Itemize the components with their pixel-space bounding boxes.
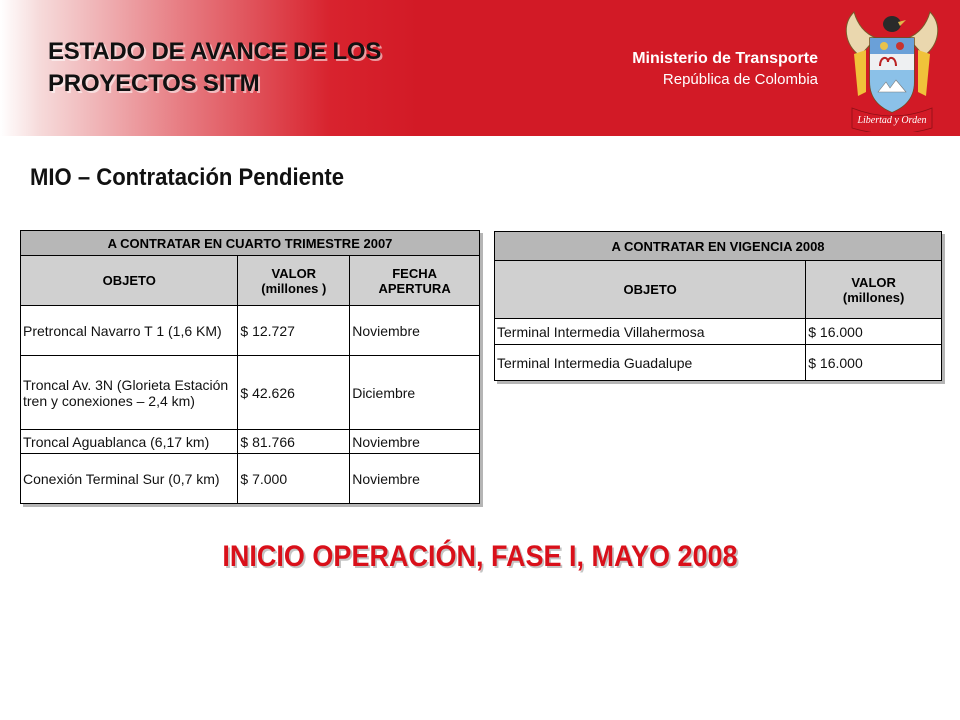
table-caption-row xyxy=(495,232,942,261)
table-caption: A CONTRATAR EN VIGENCIA 2008 xyxy=(495,232,942,261)
table-row xyxy=(21,356,480,430)
svg-text:Libertad y Orden: Libertad y Orden xyxy=(857,115,927,126)
cell-objeto: Troncal Aguablanca (6,17 km) xyxy=(21,430,238,454)
operation-start-banner: INICIO OPERACIÓN, FASE I, MAYO 2008 xyxy=(222,540,738,573)
cell-valor: $ 7.000 xyxy=(238,454,350,504)
cell-fecha: Noviembre xyxy=(350,306,480,356)
contracting-q4-2007-table xyxy=(20,230,480,504)
country-name: República de Colombia xyxy=(662,71,818,88)
title-line-2: PROYECTOS SITM xyxy=(48,70,260,97)
title-line-1: ESTADO DE AVANCE DE LOS xyxy=(48,38,382,65)
cell-objeto: Conexión Terminal Sur (0,7 km) xyxy=(21,454,238,504)
cell-fecha: Noviembre xyxy=(350,454,480,504)
table-header-row xyxy=(21,256,480,306)
column-header-fecha xyxy=(350,256,480,306)
table-header-row xyxy=(495,261,942,319)
column-header-valor-line2: (millones ) xyxy=(261,280,327,296)
cell-fecha: Noviembre xyxy=(350,430,480,454)
column-header-objeto: OBJETO xyxy=(495,261,806,319)
contracting-2008-table xyxy=(494,231,942,381)
column-header-fecha-line2: APERTURA xyxy=(378,280,451,296)
ministry-block xyxy=(632,48,818,90)
cell-valor: $ 12.727 xyxy=(238,306,350,356)
cell-objeto: Pretroncal Navarro T 1 (1,6 KM) xyxy=(21,306,238,356)
section-subtitle: MIO – Contratación Pendiente xyxy=(30,164,345,191)
header-banner xyxy=(0,0,960,136)
coat-of-arms-logo xyxy=(840,4,944,132)
ministry-name: Ministerio de Transporte xyxy=(632,50,818,67)
cell-objeto: Terminal Intermedia Villahermosa xyxy=(495,319,806,345)
column-header-valor xyxy=(806,261,942,319)
cell-valor: $ 81.766 xyxy=(238,430,350,454)
table-row xyxy=(495,345,942,381)
column-header-valor-line2: (millones) xyxy=(842,289,905,305)
cell-valor: $ 42.626 xyxy=(238,356,350,430)
column-header-valor-line1: VALOR xyxy=(271,265,317,281)
page-title xyxy=(48,36,448,100)
cell-objeto: Troncal Av. 3N (Glorieta Estación tren y conexiones – 2,4 km) xyxy=(21,356,238,430)
table-caption-row xyxy=(21,231,480,256)
table-row xyxy=(21,454,480,504)
cell-valor: $ 16.000 xyxy=(806,319,942,345)
column-header-valor xyxy=(238,256,350,306)
cell-valor: $ 16.000 xyxy=(806,345,942,381)
table-row xyxy=(21,306,480,356)
table-row xyxy=(21,430,480,454)
table-row xyxy=(495,319,942,345)
cell-objeto: Terminal Intermedia Guadalupe xyxy=(495,345,806,381)
table-caption: A CONTRATAR EN CUARTO TRIMESTRE 2007 xyxy=(21,231,480,256)
cell-fecha: Diciembre xyxy=(350,356,480,430)
column-header-valor-line1: VALOR xyxy=(851,274,896,290)
column-header-fecha-line1: FECHA xyxy=(392,265,437,281)
column-header-objeto: OBJETO xyxy=(21,256,238,306)
